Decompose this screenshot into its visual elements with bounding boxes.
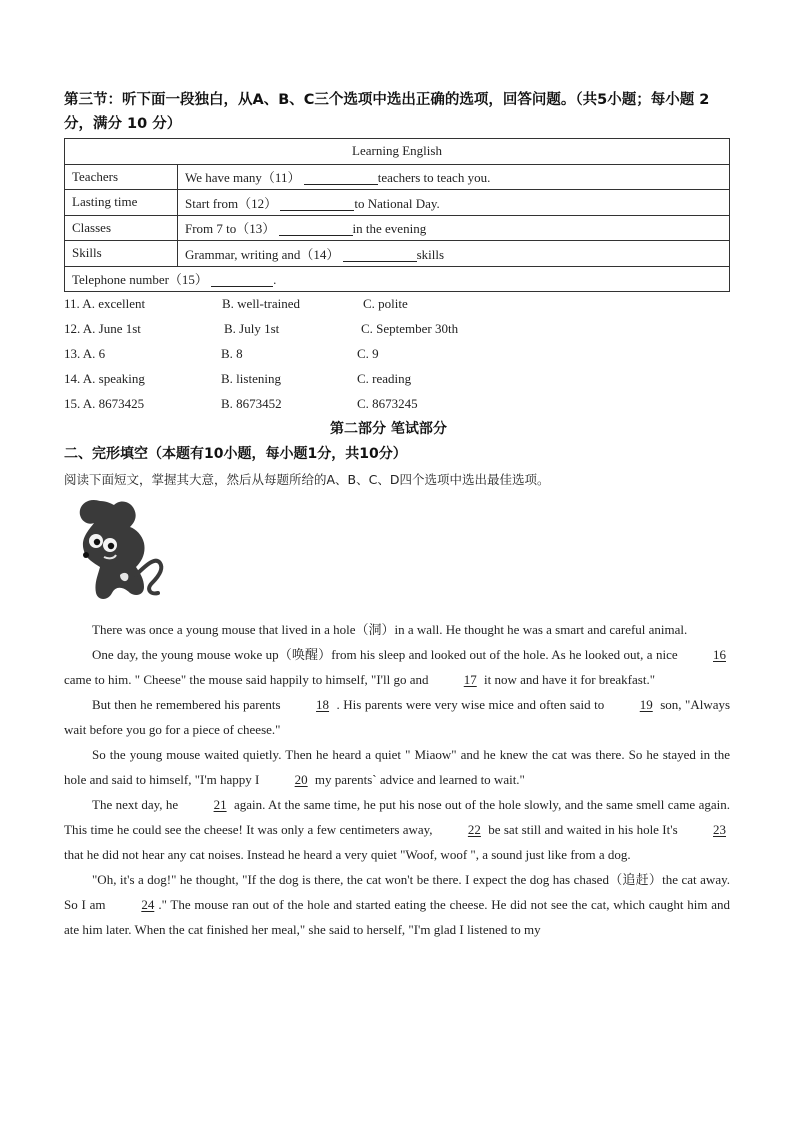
row-value [178,241,730,267]
row-text-before: Grammar, writing and（14） [185,246,340,262]
phone-label: Telephone number（15） [72,272,208,288]
row-key: Teachers [65,164,178,190]
option-a: 14. A. speaking [64,371,145,386]
table-row [65,241,730,267]
table-row [65,190,730,216]
mouse-illustration [70,497,170,605]
answer-blank [280,197,354,211]
cloze-instruction: 阅读下面短文，掌握其大意，然后从每题所给的A、B、C、D四个选项中选出最佳选项。 [64,472,550,487]
part2-title: 第二部分 笔试部分 [330,421,447,437]
option-row [64,369,624,394]
option-row [64,294,624,319]
blank-21: 21 [213,797,227,812]
blank-24: 24 [141,897,155,912]
blank-18: 18 [316,697,330,712]
option-row [64,319,624,344]
passage-paragraph: There was once a young mouse that lived in a hole（洞）in a wall. He thought he was a smart and careful animal. [92,622,688,637]
row-key: Lasting time [65,190,178,216]
blank-20: 20 [294,772,308,787]
option-a: 11. A. excellent [64,296,146,311]
row-key: Skills [65,241,178,267]
blank-23: 23 [713,822,726,837]
option-b: B. 8 [221,346,243,361]
option-b: B. 8673452 [221,396,282,411]
row-text-after: in the evening [352,221,427,237]
row-value [178,190,730,216]
cloze-title: 二、完形填空（本题有10小题，每小题1分，共10分） [64,446,407,462]
passage-paragraph: But then he remembered his parents 18 . His parents were very wise mice and often said to 19 son, "Always wait before you go for a piece of cheese." [64,692,730,742]
passage-paragraph: So the young mouse waited quietly. Then he heard a quiet " Miaow" and he knew the cat was there. So he stayed in the hole and said to himself, "I'm happy I 20 my parents` advice and learned to wait." [64,742,730,792]
passage-paragraph: The next day, he 21 again. At the same time, he put his nose out of the hole slowly, and the same smell came again. This time he could see the cheese! It was only a few centimeters away, 22 be sat still and waited in his hole It's 23 that he did not hear any cat noises. Instead he heard a very quiet "Woof, woof ", a sound just like from a dog. [64,792,730,867]
answer-blank [304,171,378,185]
option-row [64,344,624,369]
phone-row: Telephone number（15） . [65,266,730,292]
row-value [178,215,730,241]
passage-paragraph: "Oh, it's a dog!" he thought, "If the dog is there, the cat won't be there. I expect the dog has chased（追赶）the cat away. So I am 24 ." The mouse ran out of the hole and started eating the cheese. He did not see the cat, which caught him and ate him later. When the cat finished her meal," she said to herself, "I'm glad I listened to my [64,872,730,937]
row-text-after: to National Day. [354,195,440,211]
row-text-before: Start from（12） [185,195,278,211]
answer-blank [343,248,417,262]
answer-blank [211,273,273,287]
blank-17: 17 [463,672,477,687]
answer-blank [279,222,353,236]
option-a: 15. A. 8673425 [64,396,145,411]
row-value [178,164,730,190]
row-text-before: From 7 to（13） [185,221,276,237]
options-list [64,294,624,419]
option-b: B. well-trained [222,296,300,311]
cloze-passage [64,617,730,942]
row-key: Classes [65,215,178,241]
blank-22: 22 [467,822,481,837]
passage-paragraph: One day, the young mouse woke up（唤醒）from his sleep and looked out of the hole. As he looked out, a nice 16 came to him. " Cheese" the mouse said happily to himself, "I'll go and 17 it now and have it for breakfast." [64,642,730,692]
learning-english-table [64,138,730,292]
option-c: C. polite [363,296,408,311]
option-c: C. 9 [357,346,379,361]
row-text-after: skills [416,246,445,262]
option-a: 13. A. 6 [64,346,106,361]
table-caption: Learning English [65,139,730,165]
table-row [65,164,730,190]
option-row [64,394,624,419]
blank-16: 16 [713,647,726,662]
row-text-before: We have many（11） [185,170,301,186]
option-c: C. 8673245 [357,396,418,411]
option-c: C. September 30th [361,321,459,336]
option-b: B. listening [221,371,281,386]
table-row [65,215,730,241]
blank-19: 19 [639,697,653,712]
table-row [65,266,730,292]
row-text-after: teachers to teach you. [377,170,491,186]
section3-title: 第三节：听下面一段独白，从A、B、C三个选项中选出正确的选项，回答问题。（共5小题；每小题 2 分，满分 10 分） [64,92,710,132]
option-b: B. July 1st [224,321,280,336]
option-a: 12. A. June 1st [64,321,141,336]
option-c: C. reading [357,371,412,386]
